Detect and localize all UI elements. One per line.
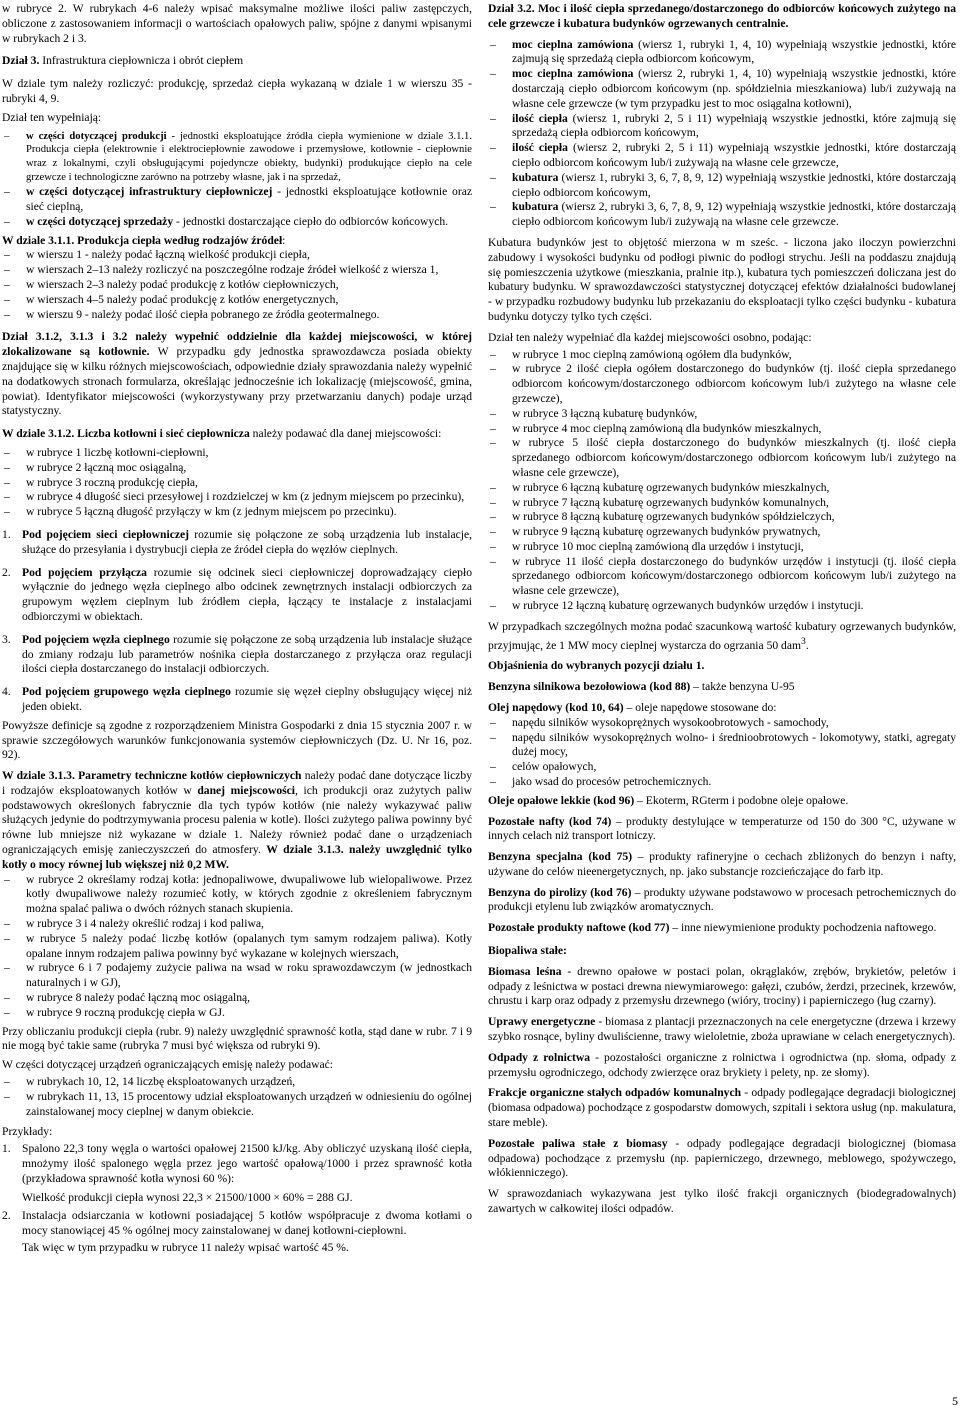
bullet-dash: – xyxy=(490,406,496,420)
list-item-text: w wierszach 2–13 należy rozliczyć na poszczególne rodzaje źródeł wielkość z wiersza 1, xyxy=(26,263,439,277)
list-item xyxy=(2,293,472,308)
bullet-dash: – xyxy=(490,141,496,155)
list-item xyxy=(488,775,956,790)
list-item xyxy=(2,1006,472,1021)
paragraph: Benzyna silnikowa bezołowiowa (kod 88) – także benzyna U-95 xyxy=(488,680,795,694)
list-item-text: w rubryce 5 ilość ciepła dostarczonego do budynków mieszkalnych (tj. ilość ciepła sprzedanego odbiorcom końcowym/dostarczonego odbiorcom końcowym lub/i zużytego na własne cele grzewcze), xyxy=(512,436,956,479)
bullet-dash: – xyxy=(490,200,496,214)
paragraph: w rubryce 2. W rubrykach 4-6 należy wpisać maksymalne możliwe ilości paliw zastępczych, obliczone z zastosowaniem informacji o wartościach opałowych paliw, spójne z danymi wpisanymi w rubrykach 2 i 3. xyxy=(2,2,472,45)
numbered-item xyxy=(2,566,472,625)
paragraph: Odpady z rolnictwa - pozostałości organiczne z rolnictwa i ogrodnictwa (np. słoma, odpady z przemysłu ogrodniczego, odchody zwierzęce oraz brykiety i pelety, np. ze słomy). xyxy=(488,1050,956,1079)
paragraph: W dziale tym należy rozliczyć: produkcję, sprzedaż ciepła wykazaną w dziale 1 w wierszu 35 - rubryki 4, 9. xyxy=(2,77,472,105)
bullet-dash: – xyxy=(490,421,496,435)
list-item-text: w rubryce 4 moc cieplną zamówioną dla budynków mieszkalnych, xyxy=(512,421,822,435)
list-item xyxy=(488,422,956,437)
list-item-text: w rubryce 7 łączną kubaturę ogrzewanych budynków komunalnych, xyxy=(512,495,829,509)
list-item xyxy=(488,599,956,614)
paragraph: Przy obliczaniu produkcji ciepła (rubr. 9) należy uwzględnić sprawność kotła, stąd dane w rubr. 7 i 9 nie mogą być takie same (rubryka 7 musi być większa od rubryki 9). xyxy=(2,1024,472,1053)
list-item-text: w rubryce 5 łączną długość przyłączy w km (z jednym miejscem po przecinku). xyxy=(26,505,397,519)
paragraph: Olej napędowy (kod 10, 64) – oleje napędowe stosowane do: xyxy=(488,700,777,714)
bullet-dash: – xyxy=(4,991,10,1005)
numbered-item-text: Spalono 22,3 tony węgla o wartości opałowej 21500 kJ/kg. Aby obliczyć uzyskaną ilość ciepła, mnożymy ilość spalonego węgla przez jego wartość opałową/1000 i przez sprawność kotła (przykładowa sprawność kotła wynosi 60 %): xyxy=(22,1142,472,1185)
list-item xyxy=(488,171,956,201)
bullet-dash: – xyxy=(4,872,10,886)
list-item-text: w rubryce 5 należy podać liczbę kotłów (opalanych tym samym rodzajem paliwa). Kotły opalane innym rodzajem paliwa powinny być wykazane w kolejnych wierszach, xyxy=(26,931,472,960)
numbered-item xyxy=(2,1209,472,1239)
bullet-dash: – xyxy=(490,436,496,450)
list-item-text: w rubryce 1 moc cieplną zamówioną ogółem dla budynków, xyxy=(512,347,792,361)
paragraph: Pozostałe paliwa stałe z biomasy - odpady podlegające degradacji biologicznej (biomasa odpadowa) pochodzące z przemysłu (np. papierniczego, drzewnego, meblowego, spożywczego, włókienniczego). xyxy=(488,1136,956,1180)
bullet-dash: – xyxy=(490,715,496,729)
list-item xyxy=(488,112,956,142)
bullet-dash: – xyxy=(4,248,10,262)
paragraph: Objaśnienia do wybranych pozycji działu 1. xyxy=(488,659,705,673)
list-item xyxy=(488,436,956,480)
bullet-dash: – xyxy=(490,730,496,744)
list-item-text: napędu silników wysokoprężnych wysokoobrotowych - samochody, xyxy=(512,715,829,729)
paragraph: Uprawy energetyczne - biomasa z plantacji przeznaczonych na cele energetyczne (drzewa i krzewy szybko rosnące, byliny dwuliścienne, trawy wieloletnie, zboża uprawiane w celach energetycznych). xyxy=(488,1015,956,1044)
list-item-text: w wierszach 4–5 należy podać produkcję z kotłów energetycznych, xyxy=(26,292,339,306)
list-item xyxy=(488,348,956,363)
list-item xyxy=(2,130,472,186)
list-item-text: ilość ciepła (wiersz 1, rubryki 2, 5 i 11) wypełniają wszystkie jednostki, które zajmują się sprzedażą ciepła odbiorcom końcowym, xyxy=(512,111,956,140)
bullet-dash: – xyxy=(4,1089,10,1103)
list-item-text: w rubryce 1 liczbę kotłowni-ciepłowni, xyxy=(26,445,209,459)
bullet-dash: – xyxy=(4,490,10,504)
list-item xyxy=(2,917,472,932)
list-item-text: w rubrykach 11, 13, 15 procentowy udział eksploatowanych urządzeń w odniesieniu do ogólnej zainstalowanej mocy cieplnej w danym obiekcie. xyxy=(26,1089,472,1118)
list-item xyxy=(2,490,472,505)
numbered-item xyxy=(2,1142,472,1186)
paragraph: Dział ten należy wypełniać dla każdej miejscowości osobno, podając: xyxy=(488,330,812,344)
list-item xyxy=(488,496,956,511)
list-item-text: w rubryce 2 ilość ciepła ogółem dostarczonego do budynków (tj. ilość ciepła sprzedanego odbiorcom końcowym/dostarczonego odbiorcom końcowym lub/i zużytego na własne cele grzewcze), xyxy=(512,362,956,405)
paragraph: W przypadkach szczególnych można podać szacunkową wartość kubatury ogrzewanych budynków, przyjmując, że 1 MW mocy cieplnej wystarcza do ogrzania 50 dam$^3$. xyxy=(488,619,956,652)
list-item xyxy=(488,731,956,761)
left-column xyxy=(2,2,472,1256)
list-item-text: w rubryce 12 łączną kubaturę ogrzewanych budynków urzędów i instytucji. xyxy=(512,599,864,613)
bullet-dash: – xyxy=(4,445,10,459)
list-item xyxy=(488,407,956,422)
bullet-dash: – xyxy=(490,480,496,494)
list-item-text: w rubryce 10 moc cieplną zamówioną dla urzędów i instytucji, xyxy=(512,539,804,553)
list-item-text: w części dotyczącej sprzedaży - jednostki dostarczające ciepło do odbiorców końcowych. xyxy=(26,214,449,228)
list-item-text: w rubryce 11 ilość ciepła dostarczonego do budynków urzędów i instytucji (tj. ilość ciepła sprzedanego odbiorcom końcowym/dostarczonego odbiorcom końcowym lub/i zużytego na własne cele grzewcze), xyxy=(512,554,956,598)
list-item-text: w rubryce 3 i 4 należy określić rodzaj i kod paliwa, xyxy=(26,917,264,931)
list-item xyxy=(2,873,472,917)
numbered-item xyxy=(2,528,472,558)
item-number: 3. xyxy=(2,632,11,646)
list-item-text: w rubryce 8 łączną kubaturę ogrzewanych budynków spółdzielczych, xyxy=(512,510,835,524)
numbered-item xyxy=(2,685,472,715)
bullet-dash: – xyxy=(490,37,496,51)
paragraph: W części dotyczącej urządzeń ograniczających emisję należy podawać: xyxy=(2,1058,333,1072)
list-item xyxy=(488,200,956,230)
list-item-text: jako wsad do procesów petrochemicznych. xyxy=(512,774,712,788)
numbered-item-text: Pod pojęciem przyłącza rozumie się odcinek sieci ciepłowniczej doprowadzający ciepło wyłącznie do jednego węzła cieplnego albo odcinek zewnętrznych instalacji odbiorczych za grupowym węzłem cieplnym lub źródłem ciepła, łączący te instalacje z instalacjami odbiorczymi w obiektach. xyxy=(22,565,472,623)
item-number: 4. xyxy=(2,685,11,699)
paragraph: Przykłady: xyxy=(2,1125,53,1139)
paragraph: Frakcje organiczne stałych odpadów komunalnych - odpady podlegające degradacji biologicznej (biomasa odpadowa) pochodzące z gospodarstw domowych, szpitali i sektora usług (np. makulatura, stare meble). xyxy=(488,1086,956,1130)
numbered-item-text: Pod pojęciem grupowego węzła cieplnego rozumie się węzeł cieplny obsługujący więcej niż jeden obiekt. xyxy=(22,685,472,713)
list-item-text: w części dotyczącej produkcji - jednostki eksploatujące źródła ciepła wymienione w dziale 3.1.1. Produkcja ciepła (elektrownie i elektrociepłownie zawodowe i przemysłowe, kotłownie - ciepłownie wraz z lokalnymi, czyli obsługującymi pojedyncze obiekty, budynki) produkujące ciepło na cele grzewcze i technologiczne zarówno na potrzeby własne, jak i na sprzedaż, xyxy=(26,130,472,184)
bullet-dash: – xyxy=(490,347,496,361)
paragraph: Dział 3.2. Moc i ilość ciepła sprzedanego/dostarczonego do odbiorców końcowych zużytego na cele grzewcze i kubatura budynków ogrzewanych centralnie. xyxy=(488,2,956,30)
list-item xyxy=(2,308,472,323)
list-item-text: w rubryce 9 roczną produkcję ciepła w GJ. xyxy=(26,1005,225,1019)
list-item-text: w rubrykach 10, 12, 14 liczbę eksploatowanych urządzeń, xyxy=(26,1075,296,1089)
list-item-text: w rubryce 6 łączną kubaturę ogrzewanych budynków mieszkalnych, xyxy=(512,480,830,494)
bullet-dash: – xyxy=(4,1075,10,1089)
list-item xyxy=(488,540,956,555)
list-item xyxy=(2,961,472,991)
bullet-dash: – xyxy=(490,525,496,539)
list-item xyxy=(488,510,956,525)
list-item xyxy=(2,185,472,215)
list-item-text: w wierszach 2–3 należy podać produkcję z kotłów ciepłowniczych, xyxy=(26,277,339,291)
list-item-text: w wierszu 9 - należy podać ilość ciepła pobranego ze źródła geotermalnego. xyxy=(26,307,380,321)
paragraph: Pozostałe nafty (kod 74) – produkty destylujące w temperaturze od 150 do 300 °C, używane w innych celach niż transport lotniczy. xyxy=(488,814,956,843)
list-item xyxy=(488,481,956,496)
list-item-text: napędu silników wysokoprężnych wolno- i średnioobrotowych - lokomotywy, statki, agregaty dużej mocy, xyxy=(512,730,956,759)
list-item-text: w rubryce 9 łączną kubaturę ogrzewanych budynków prywatnych, xyxy=(512,525,821,539)
bullet-dash: – xyxy=(4,931,10,945)
list-item xyxy=(488,525,956,540)
list-item xyxy=(488,362,956,406)
list-item-text: w rubryce 2 łączną moc osiągalną, xyxy=(26,460,187,474)
bullet-dash: – xyxy=(490,554,496,568)
bullet-dash: – xyxy=(490,760,496,774)
list-item xyxy=(2,932,472,962)
paragraph: W dziale 3.1.3. Parametry techniczne kotłów ciepłowniczych należy podać dane dotyczące liczby i rodzajów eksploatowanych kotłów w danej miejscowości, ich produkcji oraz zużytych paliw podstawowych określonych fabrycznie dla tych typów kotłów (nie należy wykazywać paliw służących jedynie do podtrzymywania procesu palenia w kotle). Ilości zużytego paliwa powinny być równe lub mniejsze niż wykazane w dziale 1. Należy również podać dane o urządzeniach ograniczających emisję zanieczyszczeń do atmosfery. W dziale 3.1.3. należy uwzględnić tylko kotły o mocy równej lub większej niż 0,2 MW. xyxy=(2,769,473,871)
list-item xyxy=(2,278,472,293)
paragraph: Pozostałe produkty naftowe (kod 77) – inne niewymienione produkty pochodzenia naftowego. xyxy=(488,921,937,935)
list-item xyxy=(2,991,472,1006)
list-item xyxy=(2,1090,472,1120)
paragraph: W sprawozdaniach wykazywana jest tylko ilość frakcji organicznych (biodegradowalnych) zawartych w całkowitej ilości odpadów. xyxy=(488,1187,956,1216)
list-item-text: kubatura (wiersz 2, rubryki 3, 6, 7, 8, 9, 12) wypełniają wszystkie jednostki, które dostarczają ciepło odbiorcom końcowym lub/i zużywają na własne cele grzewcze. xyxy=(512,200,956,229)
list-item-text: w części dotyczącej infrastruktury ciepłowniczej - jednostki eksploatujące kotłownie oraz sieć cieplną, xyxy=(26,185,472,213)
bullet-dash: – xyxy=(490,599,496,613)
list-item-text: ilość ciepła (wiersz 2, rubryki 2, 5 i 11) wypełniają wszystkie jednostki, które dostarczają ciepło odbiorcom końcowym lub/i zużywają na własne cele grzewcze, xyxy=(512,141,956,169)
bullet-dash: – xyxy=(490,111,496,125)
item-number: 1. xyxy=(2,1142,11,1156)
paragraph: Biopaliwa stałe: xyxy=(488,944,567,958)
bullet-dash: – xyxy=(4,263,10,277)
bullet-dash: – xyxy=(4,130,10,142)
list-item xyxy=(2,248,472,263)
list-item xyxy=(2,461,472,476)
paragraph: W dziale 3.1.2. Liczba kotłowni i sieć ciepłownicza należy podawać dla danej miejscowości: xyxy=(2,427,442,441)
bullet-dash: – xyxy=(4,1005,10,1019)
indented-paragraph: Tak więc w tym przypadku w rubryce 11 należy wpisać wartość 45 %. xyxy=(22,1241,349,1254)
list-item-text: w wierszu 1 - należy podać łączną wielkość produkcji ciepła, xyxy=(26,248,310,262)
bullet-dash: – xyxy=(4,277,10,291)
item-number: 1. xyxy=(2,527,11,541)
paragraph: W dziale 3.1.1. Produkcja ciepła według rodzajów źródeł: xyxy=(2,233,286,247)
list-item-text: w rubryce 3 łączną kubaturę budynków, xyxy=(512,406,698,420)
numbered-item-text: Pod pojęciem sieci ciepłowniczej rozumie się połączone ze sobą urządzenia lub instalacje, służące do przesyłania i dystrybucji ciepła ze źródeł ciepła do węzłów cieplnych. xyxy=(22,527,473,556)
item-number: 2. xyxy=(2,565,11,579)
paragraph: Dział ten wypełniają: xyxy=(2,110,102,124)
bullet-dash: – xyxy=(4,292,10,306)
bullet-dash: – xyxy=(4,475,10,489)
paragraph: Dział 3.1.2, 3.1.3 i 3.2 należy wypełnić oddzielnie dla każdej miejscowości, w której zlokalizowane są kotłownie. W przypadku gdy jednostka sprawozdawcza posiada obiekty znajdujące się w kilku różnych miejscowościach, odpowiednie działy sprawozdania należy wypełnić na dodatkowych stronach formularza, określając jednocześnie ich lokalizację (miejscowość, gmina, powiat). Identyfikator miejscowości (wykorzystywany przy przetwarzaniu danych) podaje urząd statystyczny. xyxy=(2,330,473,418)
list-item-text: moc cieplna zamówiona (wiersz 1, rubryki 1, 4, 10) wypełniają wszystkie jednostki, które zajmują się sprzedażą ciepła odbiorcom końcowym, xyxy=(512,37,956,66)
paragraph: Benzyna do pirolizy (kod 76) – produkty używane podstawowo w procesach petrochemicznych do produkcji etylenu lub związków aromatycznych. xyxy=(488,885,956,914)
list-item-text: w rubryce 2 określamy rodzaj kotła: jednopaliwowe, dwupaliwowe lub wielopaliwowe. Przez kotły dwupaliwowe należy rozumieć kotły, w których zgodnie z określeniem fabrycznym można spalać paliwa o dwóch różnych stanach skupienia. xyxy=(26,872,472,916)
right-column xyxy=(488,2,956,1217)
list-item-text: celów opałowych, xyxy=(512,760,597,774)
indented-paragraph: Wielkość produkcji ciepła wynosi 22,3 × 21500/1000 × 60% = 288 GJ. xyxy=(22,1190,353,1204)
list-item xyxy=(2,215,472,230)
numbered-item xyxy=(2,633,472,677)
bullet-dash: – xyxy=(490,539,496,553)
list-item-text: w rubryce 6 i 7 podajemy zużycie paliwa na wsad w roku sprawozdawczym (w jednostkach naturalnych i w GJ), xyxy=(26,961,472,990)
bullet-dash: – xyxy=(4,307,10,321)
list-item xyxy=(488,760,956,775)
numbered-item-text: Instalacja odsiarczania w kotłowni posiadającej 5 kotłów współpracuje z dwoma kotłami o mocy stanowiącej 45 % ogólnej mocy zainstalowanej w danej kotłowni-ciepłowni. xyxy=(22,1209,472,1238)
list-item xyxy=(488,555,956,599)
list-item xyxy=(2,1075,472,1090)
list-item xyxy=(2,263,472,278)
list-item-text: w rubryce 3 roczną produkcję ciepła, xyxy=(26,475,198,489)
numbered-item-text: Pod pojęciem węzła cieplnego rozumie się połączone ze sobą urządzenia lub instalacje służące do zmiany rodzaju lub parametrów nośnika ciepła dostarczanego z przyłącza oraz regulacji ilości ciepła dostarczanego do instalacji odbiorczych. xyxy=(22,632,472,676)
item-number: 2. xyxy=(2,1209,11,1223)
list-item xyxy=(488,716,956,731)
bullet-dash: – xyxy=(490,362,496,376)
bullet-dash: – xyxy=(490,510,496,524)
list-item-text: w rubryce 8 należy podać łączną moc osiągalną, xyxy=(26,991,251,1005)
paragraph: Dział 3. Infrastruktura ciepłownicza i obrót ciepłem xyxy=(2,54,244,68)
bullet-dash: – xyxy=(490,170,496,184)
list-item-text: w rubryce 4 długość sieci przesyłowej i rozdzielczej w km (z jednym miejscem po przecinku), xyxy=(26,490,465,504)
bullet-dash: – xyxy=(4,505,10,519)
bullet-dash: – xyxy=(490,774,496,788)
list-item-text: kubatura (wiersz 1, rubryki 3, 6, 7, 8, 9, 12) wypełniają wszystkie jednostki, które dostarczają ciepło odbiorcom końcowym, xyxy=(512,170,956,199)
list-item xyxy=(2,476,472,491)
paragraph: Oleje opałowe lekkie (kod 96) – Ekoterm, RGterm i podobne oleje opałowe. xyxy=(488,793,849,807)
page-number: 5 xyxy=(952,1394,958,1408)
paragraph: Kubatura budynków jest to objętość mierzona w m sześc. - liczona jako iloczyn powierzchni zabudowy i wysokości budynku od podłogi piwnic do podłogi strychu. Jeśli na poddaszu znajdują się pomieszczenia użytkowe (mieszkania, pralnie itp.), kubatura tych pomieszczeń doliczana jest do kubatury budynku. W sprawozdawczości statystycznej dotyczącej efektów działalności budowlanej - w przypadku rozbudowy budynku lub przekazaniu do eksploatacji tylko części budynku - kubatura budynku dotyczy tylko tych części. xyxy=(488,235,956,323)
list-item xyxy=(488,141,956,171)
paragraph: Benzyna specjalna (kod 75) – produkty rafineryjne o cechach zbliżonych do benzyn i nafty, używane do celów nieenergetycznych, np. jako substancje rozcieńczające do farb itp. xyxy=(488,850,957,878)
paragraph: Powyższe definicje są zgodne z rozporządzeniem Ministra Gospodarki z dnia 15 stycznia 2007 r. w sprawie szczegółowych warunków funkcjonowania systemów ciepłowniczych (Dz. U. Nr 16, poz. 92). xyxy=(2,718,472,762)
bullet-dash: – xyxy=(4,917,10,931)
bullet-dash: – xyxy=(490,495,496,509)
bullet-dash: – xyxy=(4,961,10,975)
list-item xyxy=(2,505,472,520)
bullet-dash: – xyxy=(4,185,10,199)
list-item-text: moc cieplna zamówiona (wiersz 2, rubryki 1, 4, 10) wypełniają wszystkie jednostki, które dostarczają ciepło odbiorcom końcowym (np. spółdzielnia mieszkaniowa) lub/i zużywają na własne cele grzewcze (w tym przypadku jest to moc osiągalna kotłowni), xyxy=(512,67,956,110)
list-item xyxy=(488,67,956,111)
bullet-dash: – xyxy=(490,67,496,81)
list-item xyxy=(2,446,472,461)
list-item xyxy=(488,38,956,68)
bullet-dash: – xyxy=(4,214,10,228)
paragraph: Biomasa leśna - drewno opałowe w postaci polan, okrąglaków, zrębów, brykietów, peletów i odpady z leśnictwa w postaci drewna niewymiarowego: gałęzi, czubów, żerdzi, przecinek, krzewów, chrustu i karp oraz odpady z przemysłu drzewnego (wióry, trociny) i papierniczego (ług czarny). xyxy=(488,964,957,1008)
bullet-dash: – xyxy=(4,460,10,474)
